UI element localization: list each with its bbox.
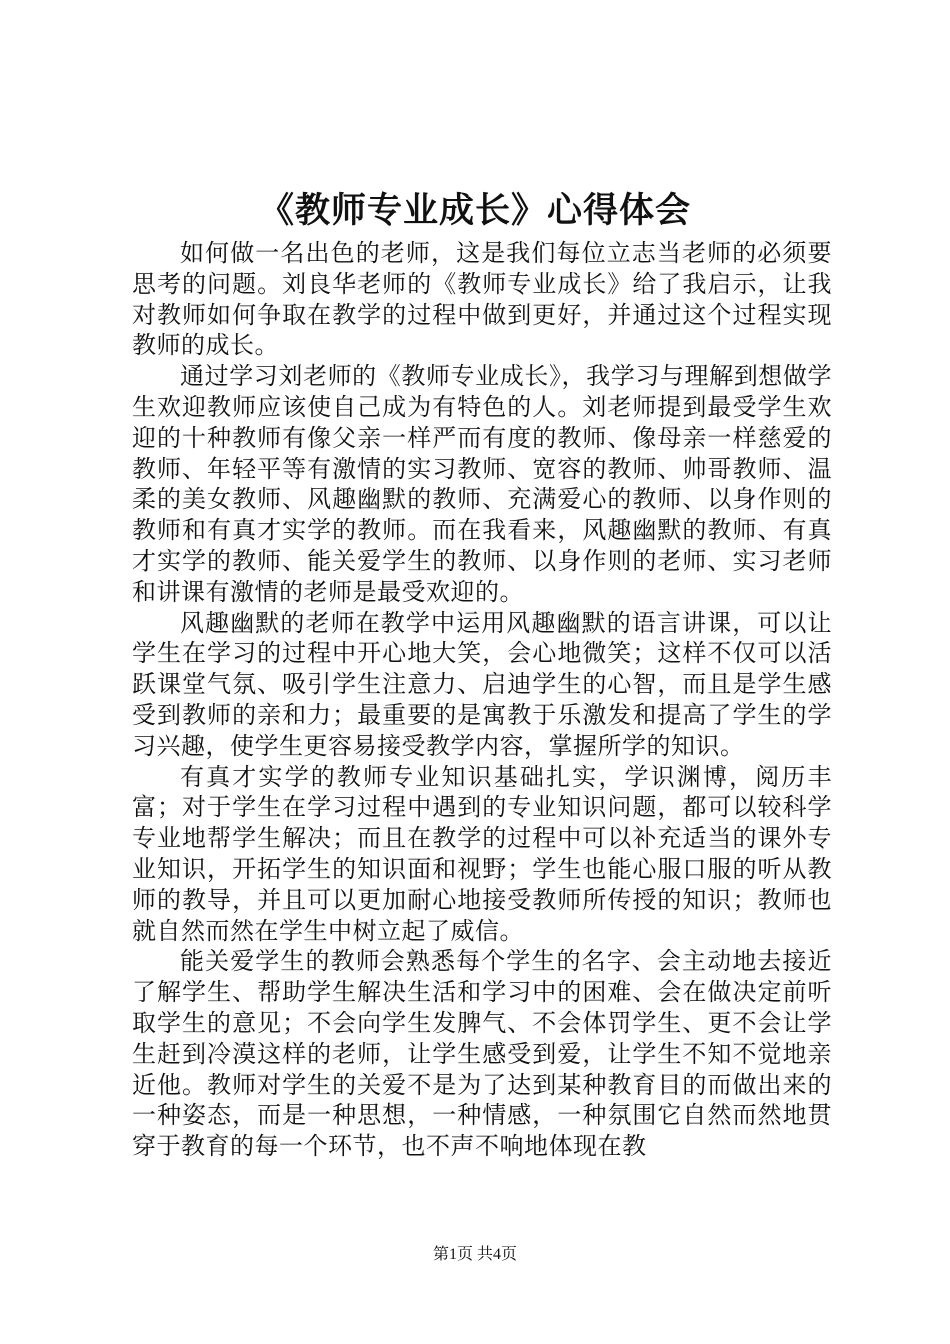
- paragraph-2: 通过学习刘老师的《教师专业成长》，我学习与理解到想做学生欢迎教师应该使自己成为有特色的人。刘老师提到最受学生欢迎的十种教师有像父亲一样严而有度的教师、像母亲一样慈爱的教师、年轻平等有激情的实习教师、宽容的教师、帅哥教师、温柔的美女教师、风趣幽默的教师、充满爱心的教师、以身作则的教师和有真才实学的教师。而在我看来，风趣幽默的教师、有真才实学的教师、能关爱学生的教师、以身作则的老师、实习老师和讲课有激情的老师是最受欢迎的。: [132, 362, 832, 606]
- paragraph-5: 能关爱学生的教师会熟悉每个学生的名字、会主动地去接近了解学生、帮助学生解决生活和学习中的困难、会在做决定前听取学生的意见；不会向学生发脾气、不会体罚学生、更不会让学生赶到冷漠这样的老师，让学生感受到爱，让学生不知不觉地亲近他。教师对学生的关爱不是为了达到某种教育目的而做出来的一种姿态，而是一种思想，一种情感，一种氛围它自然而然地贯穿于教育的每一个环节，也不声不响地体现在教: [132, 947, 832, 1161]
- paragraph-4: 有真才实学的教师专业知识基础扎实，学识渊博，阅历丰富；对于学生在学习过程中遇到的专业知识问题，都可以较科学专业地帮学生解决；而且在教学的过程中可以补充适当的课外专业知识，开拓学生的知识面和视野；学生也能心服口服的听从教师的教导，并且可以更加耐心地接受教师所传授的知识；教师也就自然而然在学生中树立起了威信。: [132, 762, 832, 945]
- document-body: [132, 238, 832, 1162]
- paragraph-3: 风趣幽默的老师在教学中运用风趣幽默的语言讲课，可以让学生在学习的过程中开心地大笑，会心地微笑；这样不仅可以活跃课堂气氛、吸引学生注意力、启迪学生的心智，而且是学生感受到教师的亲和力；最重要的是寓教于乐激发和提高了学生的学习兴趣，使学生更容易接受教学内容，掌握所学的知识。: [132, 608, 832, 760]
- page-number-footer: 第1页 共4页: [432, 1246, 517, 1263]
- document-title: 《教师专业成长》心得体会: [258, 190, 691, 231]
- paragraph-1: 如何做一名出色的老师，这是我们每位立志当老师的必须要思考的问题。刘良华老师的《教师专业成长》给了我启示，让我对教师如何争取在教学的过程中做到更好，并通过这个过程实现教师的成长。: [132, 239, 832, 360]
